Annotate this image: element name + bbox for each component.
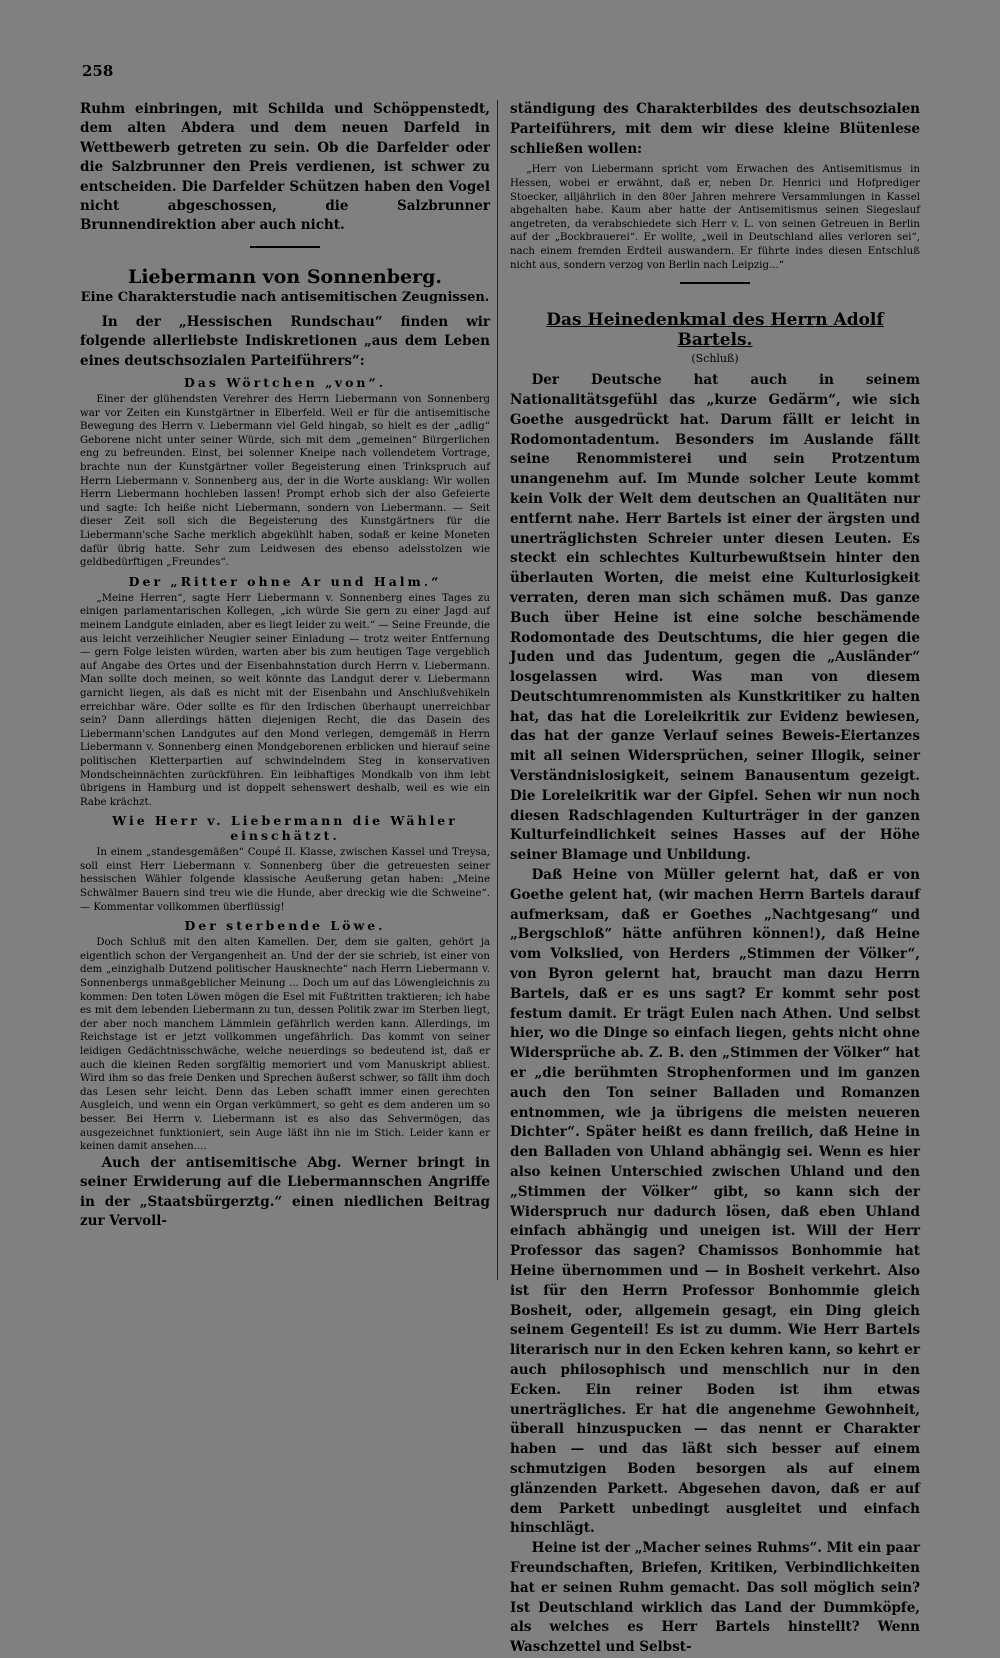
right-paragraph-3: Heine ist der „Macher seines Ruhms“. Mit ein paar Freundschaften, Briefen, Kritiken, Verbindlichkeiten hat er seinen Ruhm gemacht. Das soll möglich sein? Ist Deutschland wirklich das Land der Dummköpfe, als welches es Herr Bartels hinstellt? Wenn Waschzettel und Selbst-	[510, 1540, 920, 1656]
article-subtitle-right: (Schluß)	[691, 352, 739, 366]
continued-paragraph: ständigung des Charakterbildes des deutschsozialen Parteiführers, mit dem wir diese kleine Blütenlese schließen wollen:	[510, 101, 920, 157]
subheading-4: Der sterbende Löwe.	[184, 918, 386, 934]
paragraph-2: „Meine Herren“, sagte Herr Liebermann v. Sonnenberg eines Tages zu einigen parlamentarischen Kollegen, „ich würde Sie gern zu einer Jagd auf meinem Landgute einladen, aber es liegt leider zu weit.“ — Seine Freunde, die aus leicht verzeihlicher Neugier seiner Einladung — trotz weiter Entfernung — gern Folge leisten würden, warten aber bis zum heutigen Tage vergeblich auf Angabe des Ortes und der Eisenbahnstation durch Herrn v. Liebermann. Man sollte doch meinen, so weit könnte das Landgut derer v. Liebermann garnicht liegen, als daß es nicht mit der Eisenbahn und Anschlußvehikeln erreichbar wäre. Oder sollte es für den Irdischen überhaupt unerreichbar sein? Dann allerdings hätten diejenigen Recht, die das Dasein des Liebermann'schen Landgutes auf den Mond verlegen, demgemäß in Herrn Liebermann v. Sonnenberg einen Mondgeborenen erblicken und hierauf seine politischen Kletterpartien auf schwindelndem Steg in konservativen Mondscheinnächten zurückführen. Ein leibhaftiges Mondkalb von ihm lebt übrigens in Hamburg und ist doppelt sehenswert deshalb, weil es wie ein Rabe krächzt.	[80, 592, 490, 808]
article-title-right: Das Heinedenkmal des Herrn Adolf Bartels.	[546, 310, 884, 351]
intro-paragraph: Ruhm einbringen, mit Schilda und Schöppenstedt, dem alten Abdera und dem neuen Darfeld in Wettbewerb getreten zu sein. Ob die Darfelder oder die Salzbrunner den Preis verdienen, ist schwer zu entscheiden. Die Darfelder Schützen haben den Vogel nicht abgeschossen, die Salzbrunner Brunnendirektion aber auch nicht.	[80, 101, 490, 234]
right-column	[510, 100, 920, 1658]
article-subtitle: Eine Charakterstudie nach antisemitischen Zeugnissen.	[80, 289, 490, 305]
column-divider	[497, 100, 498, 1280]
paragraph-4: Doch Schluß mit den alten Kamellen. Der, dem sie galten, gehört ja eigentlich schon der Vergangenheit an. Und der der sie schrieb, ist einer von dem „einzighalb Dutzend politischer Hausknechte“ nach Herrn Liebermann v. Sonnenbergs unmaßgeblicher Meinung ... Doch um auf das Löwengleichnis zu kommen: Den toten Löwen mögen die Esel mit Fußtritten traktieren; ich habe es mit dem lebenden Liebermann zu tun, dessen Politik zwar im Sterben liegt, der aber noch manchem Lämmlein gefährlich werden kann. Allerdings, im Reichstage ist er jetzt vollkommen ungefährlich. Das kommt von seiner leidigen Gedächtnisschwäche, welche neuerdings so bedeutend ist, daß er auch die kleinen Reden sorgfältig memoriert und vom Manuskript abliest. Wird ihm so das freie Denken und Sprechen äußerst schwer, so fällt ihm doch das Lesen sehr leicht. Denn das Leben schafft immer einen gerechten Ausgleich, und wenn ein Organ verkümmert, so geht es dem anderen um so besser. Bei Herrn v. Liebermann ist es also das Sehvermögen, das ausgezeichnet funktioniert, sein Auge läßt ihn nie im Stich. Leider kann er keinen damit ansehen....	[80, 937, 490, 1153]
subheading-3: Wie Herr v. Liebermann die Wähler einschätzt.	[112, 813, 458, 844]
paragraph-3: In einem „standesgemäßen“ Coupé II. Klasse, zwischen Kassel und Treysa, soll einst Herr Liebermann v. Sonnenberg über die getreuesten seiner hessischen Wähler folgende klassische Aeußerung getan haben: „Meine Schwälmer Bauern sind treu wie die Hunde, aber dreckig wie die Schweine“. — Kommentar vollkommen überflüssig!	[80, 847, 490, 913]
section-separator	[250, 246, 320, 248]
right-paragraph-1: Der Deutsche hat auch in seinem Nationalitätsgefühl das „kurze Gedärm“, wie sich Goethe ausgedrückt hat. Darum fällt er leicht in Rodomontadentum. Besonders im Auslande fällt seine Renommisterei und sein Protzentum unangenehm auf. Im Munde solcher Leute kommt kein Volk der Welt dem deutschen an Qualitäten nur entfernt nahe. Herr Bartels ist einer der ärgsten und unerträglichsten Schreier unter diesen Leuten. Es steckt ein schlechtes Kulturbewußtsein hinter den überlauten Worten, die meist eine Kulturlosigkeit verraten, deren man sich schämen muß. Das ganze Buch über Heine ist eine solche beschämende Rodomontade des Deutschtums, die hier gegen die Juden und das Judentum, gegen die „Ausländer“ losgelassen wird. Was man von diesem Deutschtumrenommisten als Kunstkritiker zu halten hat, das hat die Loreleikritik zur Evidenz bewiesen, das hat der ganze Verlauf seines Beweis-Eiertanzes mit all seinen Widersprüchen, seiner Illogik, seiner Verständnislosigkeit, seinem Banausentum gezeigt. Die Loreleikritik war der Gipfel. Sehen wir nun noch diesen Radschlagenden Kulturträger in der ganzen Kulturfeindlichkeit seines Hasses auf der Höhe seiner Blamage und Unbildung.	[510, 372, 920, 864]
left-column	[80, 100, 490, 1231]
right-paragraph-2: Daß Heine von Müller gelernt hat, daß er von Goethe gelent hat, (wir machen Herrn Bartels darauf aufmerksam, daß er Goethes „Nachtgesang“ und „Bergschloß“ hätte anführen können!), daß Heine vom Volkslied, von Herders „Stimmen der Völker“, von Byron gelernt hat, braucht man dazu Herrn Bartels, daß er es uns sagt? Er kommt sehr post festum damit. Er trägt Eulen nach Athen. Und selbst hier, wo die Dinge so einfach liegen, gehts nicht ohne Widersprüche ab. Z. B. den „Stimmen der Völker“ hat er „die berühmten Strophenformen und im ganzen auch den Ton seiner Balladen und Romanzen entnommen, wie ja übrigens die meisten neueren Dichter“. Später heißt es dann freilich, daß Heine in den Balladen von Uhland abhängig sei. Wenn es hier also keinen Unterschied zwischen Uhland und den „Stimmen der Völker“ gibt, so kann sich der Widerspruch nur dadurch lösen, daß eben Uhland einfach abhängig und uneigen ist. Will der Herr Professor das sagen? Chamissos Bonhommie hat Heine übernommen und — in Bosheit verkehrt. Also ist für den Herrn Professor Bonhommie gleich Bosheit, oder, allgemein gesagt, ein Ding gleich seinem Gegenteil! Es ist zu dumm. Wie Herr Bartels literarisch nur in den Ecken kehren kann, so kehrt er auch philosophisch und menschlich nur in den Ecken. Ein reiner Boden ist ihm etwas unerträgliches. Er hat die angenehme Gewohnheit, überall hinzuspucken — das nennt er Charakter haben — und das läßt sich besser auf einem schmutzigen Boden besorgen als auf einem glänzenden Parkett. Abgesehen davon, daß er auf dem Parkett unbedingt ausgleitet und einfach hinschlägt.	[510, 867, 920, 1537]
lead-paragraph: In der „Hessischen Rundschau“ finden wir folgende allerliebste Indiskretionen „aus dem Leben eines deutschsozialen Parteiführers“:	[80, 313, 490, 369]
paragraph-5: Auch der antisemitische Abg. Werner bringt in seiner Erwiderung auf die Liebermannschen Angriffe in der „Staatsbürgerztg.“ einen niedlichen Beitrag zur Vervoll-	[80, 1154, 490, 1229]
subheading-1: Das Wörtchen „von“.	[183, 375, 387, 391]
paragraph-1: Einer der glühendsten Verehrer des Herrn Liebermann von Sonnenberg war vor Zeiten ein Kunstgärtner in Elberfeld. Weil er für die antisemitische Bewegung des Herrn v. Liebermann viel Geld hingab, so hielt es der „adlig“ Geborene nicht unter seiner Würde, sich mit dem „gemeinen“ Bürgerlichen eng zu befreunden. Einst, bei solenner Kneipe nach vollendetem Vortrage, brachte nun der Kunstgärtner voller Begeisterung einen Trinkspruch auf Herrn Liebermann v. Sonnenberg aus, der in die Worte ausklang: Wir wollen Herrn Liebermann hochleben lassen! Prompt erhob sich der also Gefeierte und sagte: Ich heiße nicht Liebermann, sondern von Liebermann. — Seit dieser Zeit soll sich die Begeisterung des Kunstgärtners für die Liebermann'sche Sache merklich abgekühlt haben, sodaß er keine Moneten dafür übrig hatte. Sehr zum Leidwesen des ebenso adelsstolzen wie geldbedürftigen „Freundes“.	[80, 394, 490, 569]
page-number: 258	[82, 62, 114, 80]
article-title: Liebermann von Sonnenberg.	[127, 265, 443, 288]
section-separator-right	[680, 282, 750, 284]
quote-paragraph: „Herr von Liebermann spricht vom Erwachen des Antisemitismus in Hessen, wobei er erwähnt, daß er, neben Dr. Henrici und Hofprediger Stoecker, alljährlich in den 80er Jahren mehrere Versammlungen in Kassel abgehalten habe. Kaum aber hatte der Antisemitismus seinen Siegeslauf angetreten, da verabschiedete sich Herr v. L. von seinen Getreuen in Berlin auf der „Bockbrauerei“. Er wollte, „weil in Deutschland alles verloren sei“, nach einem fremden Erdteil auswandern. Er führte indes diesen Entschluß nicht aus, sondern verzog von Berlin nach Leipzig...“	[510, 164, 920, 271]
subheading-2: Der „Ritter ohne Ar und Halm.“	[128, 573, 442, 589]
